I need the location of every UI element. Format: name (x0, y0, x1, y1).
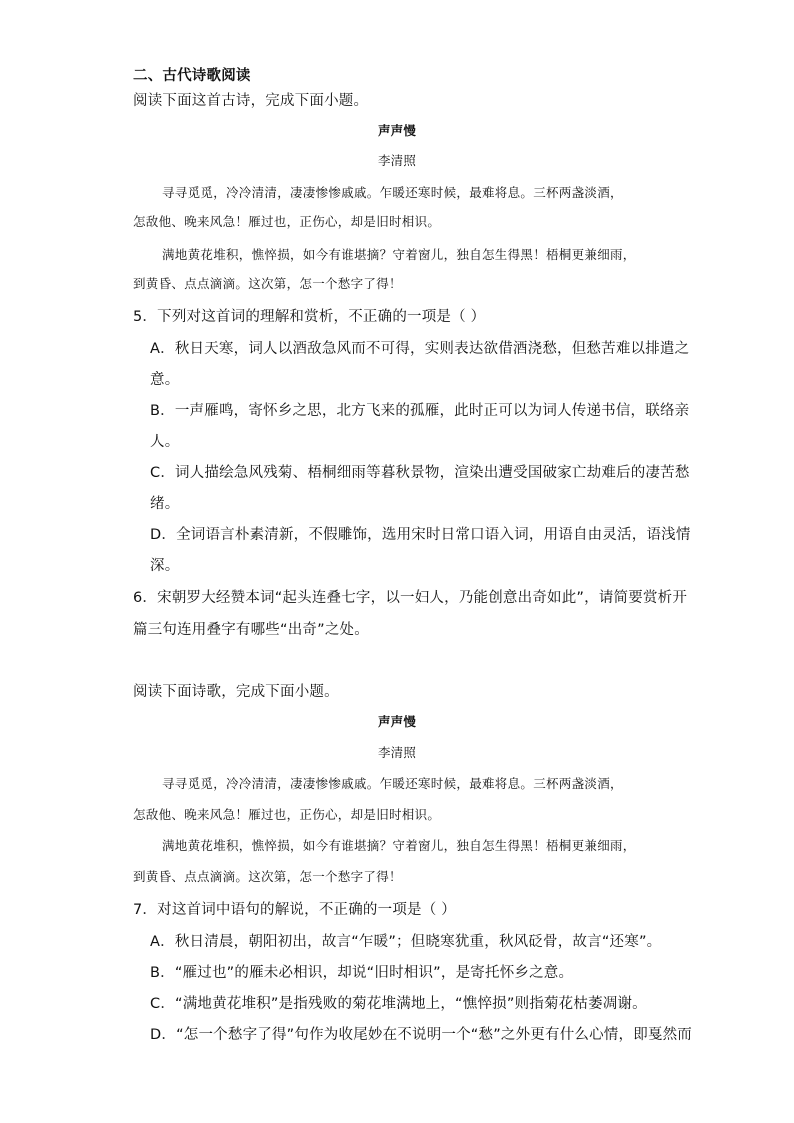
question-7-option-d: D．“怎一个愁字了得”句作为收尾妙在不说明一个“愁”之外更有什么心情，即戛然而 (150, 1027, 693, 1043)
poem-title: 声声慢 (377, 123, 417, 138)
poem-line: 满地黄花堆积，憔悴损，如今有谁堪摘？守着窗儿，独自怎生得黑！梧桐更兼细雨， (162, 838, 636, 853)
question-5-option-a: A．秋日天寒，词人以酒敌急风而不可得，实则表达欲借酒浇愁，但愁苦难以排遣之 (150, 341, 690, 357)
question-7-stem: 7．对这首词中语句的解说，不正确的一项是（ ） (133, 902, 456, 918)
poem-line: 寻寻觅觅，冷冷清清，凄凄惨惨戚戚。乍暖还寒时候，最难将息。三杯两盏淡酒， (162, 185, 623, 200)
poem-author: 李清照 (377, 153, 417, 168)
poem-line: 怎敌他、晚来风急！雁过也，正伤心，却是旧时相识。 (133, 807, 441, 822)
question-5-stem: 5．下列对这首词的理解和赏析，不正确的一项是（ ） (133, 309, 486, 325)
question-5-option-c-cont: 绪。 (150, 496, 180, 512)
question-5-option-c: C．词人描绘急风残菊、梧桐细雨等暮秋景物，渲染出遭受国破家亡劫难后的凄苦愁 (150, 465, 690, 481)
question-6-line: 篇三句连用叠字有哪些“出奇”之处。 (133, 622, 369, 638)
poem-author: 李清照 (377, 745, 417, 760)
question-5-option-d-cont: 深。 (150, 558, 180, 574)
question-5-option-d: D．全词语言朴素清新，不假雕饰，选用宋时日常口语入词，用语自由灵活，语浅情 (150, 527, 691, 543)
section-heading: 二、古代诗歌阅读 (133, 68, 251, 84)
question-5-option-b: B．一声雁鸣，寄怀乡之思，北方飞来的孤雁，此时正可以为词人传递书信，联络亲 (150, 403, 690, 419)
question-6-line: 6．宋朝罗大经赞本词“起头连叠七字，以一妇人，乃能创意出奇如此”，请简要赏析开 (133, 590, 688, 606)
reading-instruction: 阅读下面这首古诗，完成下面小题。 (133, 93, 369, 109)
reading-instruction: 阅读下面诗歌，完成下面小题。 (133, 684, 339, 700)
poem-line: 寻寻觅觅，冷冷清清，凄凄惨惨戚戚。乍暖还寒时候，最难将息。三杯两盏淡酒， (162, 776, 623, 791)
poem-line: 怎敌他、晚来风急！雁过也，正伤心，却是旧时相识。 (133, 214, 441, 229)
question-5-option-b-cont: 人。 (150, 434, 180, 450)
poem-line: 满地黄花堆积，憔悴损，如今有谁堪摘？守着窗儿，独自怎生得黑！梧桐更兼细雨， (162, 247, 636, 262)
question-7-option-b: B．“雁过也”的雁未必相识，却说“旧时相识”，是寄托怀乡之意。 (150, 965, 574, 981)
question-7-option-c: C．“满地黄花堆积”是指残败的菊花堆满地上，“憔悴损”则指菊花枯萎凋谢。 (150, 996, 647, 1012)
question-7-option-a: A．秋日清晨，朝阳初出，故言“乍暖”；但晓寒犹重，秋风砭骨，故言“还寒”。 (150, 934, 662, 950)
poem-line: 到黄昏、点点滴滴。这次第，怎一个愁字了得！ (133, 276, 402, 291)
poem-line: 到黄昏、点点滴滴。这次第，怎一个愁字了得！ (133, 869, 402, 884)
poem-title: 声声慢 (377, 714, 417, 729)
question-5-option-a-cont: 意。 (150, 372, 180, 388)
